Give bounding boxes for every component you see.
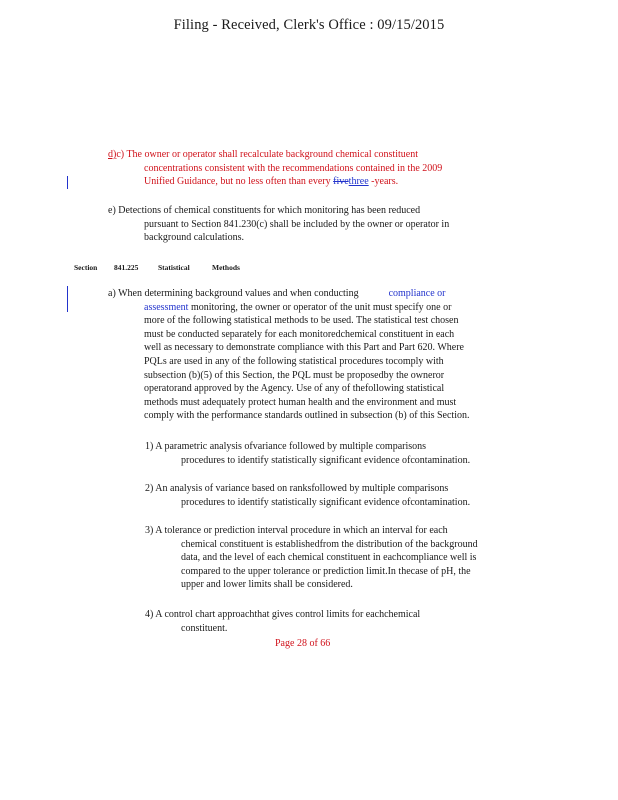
paragraph-d-line: concentrations consistent with the recommendations contained in the 2009 [144, 162, 443, 174]
paragraph-d-line [108, 175, 528, 189]
list-item-line: procedures to identify statistically significant evidence ofcontamination. [181, 496, 471, 508]
paragraph-a-line: more of the following statistical methods to be used. The statistical test chosen [144, 315, 459, 327]
list-item-line: data, and the level of each chemical constituent in eachcompliance well is [181, 552, 477, 564]
section-title-2: Methods [212, 263, 240, 272]
deleted-text: five [333, 176, 349, 188]
filing-header: Filing - Received, Clerk's Office : 09/15/2015 [173, 17, 445, 33]
revision-bar [67, 176, 68, 189]
paragraph-a-line: methods must adequately protect human health and the environment and must [144, 396, 457, 408]
paragraph-e [108, 204, 528, 245]
section-label: Section [74, 263, 98, 272]
inserted-text: three [348, 176, 369, 188]
inserted-text: assessment [144, 301, 189, 313]
deleted-label: d) [108, 149, 117, 160]
paragraph-a-text: a) When determining background values and when conducting [108, 288, 359, 299]
list-item [145, 608, 545, 635]
paragraph-e-line: background calculations. [144, 232, 244, 244]
list-item-line: 2) An analysis of variance based on ranksfollowed by multiple comparisons [145, 483, 449, 494]
list-item-line: upper and lower limits shall be considered. [181, 579, 353, 591]
paragraph-d [108, 148, 528, 189]
label-c: c) [116, 149, 125, 160]
list-item-line: 3) A tolerance or prediction interval procedure in which an interval for each [145, 525, 448, 536]
list-item-line: constituent. [181, 622, 228, 634]
paragraph-a-line: operatorand approved by the Agency. Use of any of thefollowing statistical [144, 383, 445, 395]
section-title-1: Statistical [158, 263, 190, 272]
paragraph-a-text: monitoring, the owner or operator of the unit must specify one or [188, 301, 452, 313]
list-item-line: 4) A control chart approachthat gives control limits for eachchemical [145, 609, 421, 620]
paragraph-a-line [108, 287, 538, 301]
inserted-text: compliance or [388, 288, 446, 299]
list-item-line: chemical constituent is establishedfrom the distribution of the background [181, 538, 478, 550]
list-item [145, 524, 545, 592]
paragraph-d-text: -years. [368, 176, 399, 188]
paragraph-e-line: pursuant to Section 841.230(c) shall be included by the owner or operator in [144, 218, 450, 230]
list-item-line: 1) A parametric analysis ofvariance followed by multiple comparisons [145, 441, 427, 452]
revision-bar [67, 286, 68, 312]
paragraph-a-line: subsection (b)(5) of this Section, the PQL must be proposedby the owneror [144, 369, 445, 381]
list-item [145, 482, 545, 509]
paragraph-a-line: well as necessary to demonstrate compliance with this Part and Part 620. Where [144, 342, 464, 354]
paragraph-d-line: The owner or operator shall recalculate background chemical constituent [124, 149, 418, 160]
section-number: 841.225 [114, 263, 139, 272]
paragraph-a-line: comply with the performance standards outlined in subsection (b) of this Section. [144, 410, 470, 422]
paragraph-a-line [108, 301, 538, 315]
list-item-line: compared to the upper tolerance or prediction limit.In thecase of pH, the [181, 565, 471, 577]
list-item-line: procedures to identify statistically significant evidence ofcontamination. [181, 454, 471, 466]
paragraph-a-line: PQLs are used in any of the following statistical procedures tocomply with [144, 355, 444, 367]
paragraph-a [108, 287, 538, 423]
list-item [145, 440, 545, 467]
paragraph-e-line: e) Detections of chemical constituents for which monitoring has been reduced [108, 205, 421, 216]
paragraph-d-text: Unified Guidance, but no less often than every [144, 176, 334, 188]
page-number: Page 28 of 66 [275, 638, 331, 649]
paragraph-a-line: must be conducted separately for each monitoredchemical constituent in each [144, 328, 455, 340]
